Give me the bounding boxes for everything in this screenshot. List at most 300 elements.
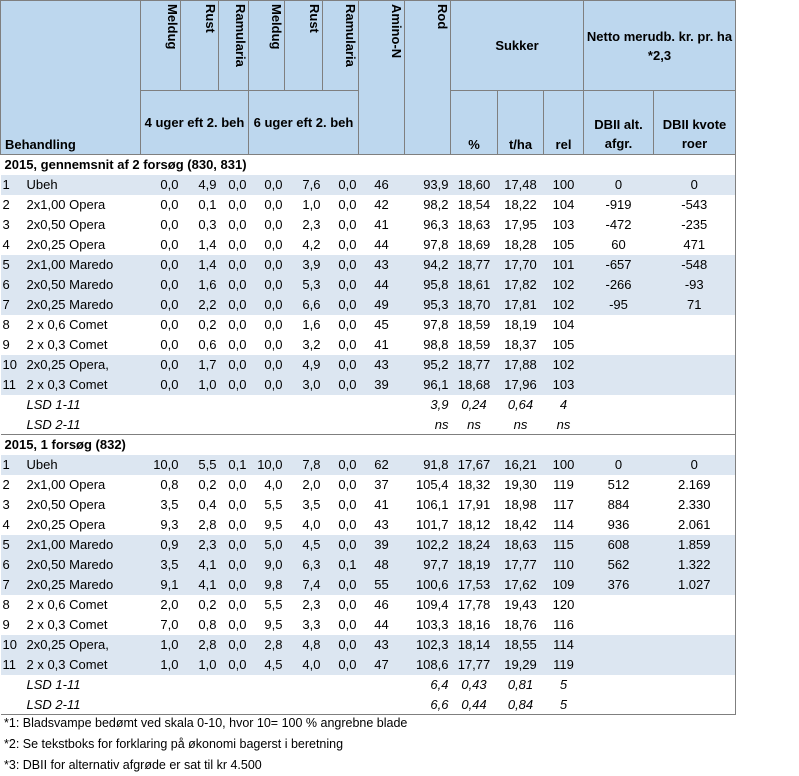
lsd-tha-cell: ns (498, 415, 544, 435)
header-rod: Rod (405, 1, 451, 155)
rust-4-cell: 0,3 (198, 217, 217, 232)
lsd-empty-cell (654, 415, 736, 435)
sukker-rel-cell: 119 (553, 477, 574, 492)
table-row (1, 575, 736, 595)
sukker-tha-cell: 19,43 (504, 597, 537, 612)
ramularia-4-cell: 0,0 (228, 317, 247, 332)
ramularia-4-cell: 0,1 (228, 457, 247, 472)
rod-cell: 108,6 (415, 657, 449, 672)
amino-n-cell: 48 (374, 557, 389, 572)
ramularia-4-cell: 0,0 (228, 197, 247, 212)
rust-4-cell: 2,3 (198, 537, 217, 552)
ramularia-6-cell: 0,1 (338, 557, 357, 572)
dbii-kvote-cell: 2.330 (654, 495, 736, 515)
sukker-tha-cell: 17,96 (504, 377, 537, 392)
ramularia-6-cell: 0,0 (338, 337, 357, 352)
lsd-empty-cell (323, 675, 359, 695)
rust-6-cell: 7,4 (302, 577, 321, 592)
meldug-4-cell: 1,0 (160, 637, 179, 652)
header-meldug-6: Meldug (249, 1, 285, 91)
table-row (1, 235, 736, 255)
sukker-tha-cell: 18,19 (504, 317, 537, 332)
rust-6-cell: 4,2 (302, 237, 321, 252)
rod-cell: 101,7 (415, 517, 449, 532)
dbii-alt-cell: 884 (607, 497, 630, 512)
row-number: 10 (2, 637, 17, 652)
lsd-empty-cell (584, 395, 654, 415)
rust-6-cell: 7,6 (302, 177, 321, 192)
rod-cell: 98,8 (423, 337, 449, 352)
amino-n-cell: 37 (374, 477, 389, 492)
meldug-6-cell: 0,0 (264, 177, 283, 192)
header-behandling: Behandling (1, 1, 141, 155)
rust-6-cell: 6,3 (302, 557, 321, 572)
rust-6-cell: 3,0 (302, 377, 321, 392)
rust-4-cell: 2,8 (198, 517, 217, 532)
row-number: 4 (2, 517, 10, 532)
amino-n-cell: 47 (374, 657, 389, 672)
header-dbii-kvote: DBII kvote roer (654, 91, 736, 155)
rust-6-cell: 6,6 (302, 297, 321, 312)
sukker-tha-cell: 18,98 (504, 497, 537, 512)
lsd-empty-cell (323, 395, 359, 415)
row-number: 6 (2, 557, 10, 572)
meldug-6-cell: 0,0 (264, 277, 283, 292)
sukker-tha-cell: 18,22 (504, 197, 537, 212)
meldug-6-cell: 9,5 (264, 617, 283, 632)
rod-cell: 97,7 (423, 557, 449, 572)
sukker-pct-cell: 18,16 (457, 617, 491, 632)
sukker-tha-cell: 17,81 (504, 297, 537, 312)
footnote: *2: Se tekstboks for forklaring på økonomi bagerst i beretning (4, 737, 344, 751)
ramularia-4-cell: 0,0 (228, 617, 247, 632)
meldug-6-cell: 5,0 (264, 537, 283, 552)
sukker-pct-cell: 18,77 (457, 357, 491, 372)
amino-n-cell: 39 (374, 377, 389, 392)
sukker-pct-cell: 18,12 (457, 517, 491, 532)
rust-4-cell: 4,1 (198, 577, 217, 592)
ramularia-6-cell: 0,0 (338, 177, 357, 192)
sukker-rel-cell: 105 (552, 337, 575, 352)
sukker-pct-cell: 18,68 (457, 377, 491, 392)
row-behandling: 2 x 0,6 Comet (26, 317, 108, 332)
ramularia-6-cell: 0,0 (338, 377, 357, 392)
ramularia-4-cell: 0,0 (228, 657, 247, 672)
dbii-kvote-cell: 1.859 (654, 535, 736, 555)
ramularia-6-cell: 0,0 (338, 597, 357, 612)
meldug-6-cell: 0,0 (264, 337, 283, 352)
lsd-row (1, 415, 736, 435)
row-number: 8 (2, 597, 10, 612)
meldug-6-cell: 5,5 (264, 497, 283, 512)
header-sukker: Sukker (451, 1, 584, 91)
rod-cell: 98,2 (423, 197, 449, 212)
meldug-4-cell: 1,0 (160, 657, 179, 672)
rust-4-cell: 5,5 (198, 457, 217, 472)
rust-6-cell: 2,3 (302, 217, 321, 232)
table-row (1, 655, 736, 675)
sukker-tha-cell: 17,88 (504, 357, 537, 372)
rod-cell: 97,8 (423, 237, 449, 252)
meldug-6-cell: 9,5 (264, 517, 283, 532)
sukker-pct-cell: 18,19 (457, 557, 491, 572)
sukker-rel-cell: 102 (552, 297, 575, 312)
rod-cell: 93,9 (423, 177, 449, 192)
sukker-rel-cell: 101 (552, 257, 575, 272)
table-row (1, 495, 736, 515)
dbii-kvote-cell (654, 655, 736, 675)
sukker-pct-cell: 18,70 (457, 297, 491, 312)
dbii-alt-cell: 0 (614, 177, 623, 192)
sukker-tha-cell: 18,76 (504, 617, 537, 632)
lsd-rel-cell: 5 (559, 677, 568, 692)
rod-cell: 96,3 (423, 217, 449, 232)
ramularia-4-cell: 0,0 (228, 337, 247, 352)
lsd-rod-cell: 6,4 (430, 677, 449, 692)
table-row (1, 355, 736, 375)
ramularia-6-cell: 0,0 (338, 457, 357, 472)
sukker-pct-cell: 18,14 (457, 637, 491, 652)
rust-6-cell: 3,5 (302, 497, 321, 512)
meldug-4-cell: 3,5 (160, 497, 179, 512)
sukker-tha-cell: 17,62 (504, 577, 537, 592)
row-behandling: Ubeh (26, 177, 58, 192)
meldug-6-cell: 9,0 (264, 557, 283, 572)
rust-4-cell: 4,9 (198, 177, 217, 192)
meldug-4-cell: 0,0 (160, 297, 179, 312)
meldug-6-cell: 9,8 (264, 577, 283, 592)
meldug-6-cell: 4,0 (264, 477, 283, 492)
sukker-rel-cell: 102 (552, 277, 575, 292)
ramularia-4-cell: 0,0 (228, 557, 247, 572)
lsd-empty-cell (359, 695, 405, 715)
amino-n-cell: 41 (374, 337, 389, 352)
sukker-tha-cell: 18,28 (504, 237, 537, 252)
dbii-alt-cell: -95 (609, 297, 628, 312)
amino-n-cell: 43 (374, 517, 389, 532)
sukker-rel-cell: 104 (552, 317, 575, 332)
dbii-kvote-cell (654, 615, 736, 635)
footnote: *3: DBII for alternativ afgrøde er sat til kr 4.500 (4, 758, 262, 772)
section-title-row (1, 155, 736, 175)
row-number: 3 (2, 497, 10, 512)
table-row (1, 515, 736, 535)
sukker-rel-cell: 115 (553, 537, 574, 552)
lsd-label: LSD 2-11 (21, 415, 141, 435)
lsd-pct-cell: 0,44 (451, 695, 498, 715)
meldug-4-cell: 0,0 (160, 317, 179, 332)
row-number: 8 (2, 317, 10, 332)
lsd-rod-cell: 6,6 (405, 695, 451, 715)
row-number: 3 (2, 217, 10, 232)
header-pct: % (451, 91, 498, 155)
meldug-6-cell: 0,0 (264, 297, 283, 312)
rust-4-cell: 0,1 (198, 197, 217, 212)
dbii-alt-cell: 376 (607, 577, 630, 592)
table-row (1, 195, 736, 215)
sukker-tha-cell: 18,37 (504, 337, 537, 352)
row-behandling: 2x0,25 Maredo (26, 577, 114, 592)
section-title: 2015, gennemsnit af 2 forsøg (830, 831) (1, 155, 736, 175)
table-row (1, 635, 736, 655)
dbii-kvote-cell (654, 595, 736, 615)
lsd-empty-cell (285, 675, 323, 695)
lsd-empty-cell (285, 415, 323, 435)
lsd-empty-cell (584, 415, 654, 435)
lsd-spacer (1, 395, 21, 415)
sukker-pct-cell: 18,60 (457, 177, 491, 192)
sukker-pct-cell: 18,59 (457, 337, 491, 352)
lsd-empty-cell (323, 415, 359, 435)
lsd-empty-cell (359, 675, 405, 695)
sukker-pct-cell: 18,77 (457, 257, 491, 272)
lsd-empty-cell (141, 695, 181, 715)
sukker-rel-cell: 100 (552, 457, 575, 472)
lsd-pct-cell: ns (451, 415, 498, 435)
rust-4-cell: 1,4 (198, 237, 217, 252)
row-number: 2 (2, 477, 10, 492)
row-behandling: 2x0,50 Maredo (26, 557, 114, 572)
meldug-4-cell: 2,0 (160, 597, 179, 612)
ramularia-4-cell: 0,0 (228, 237, 247, 252)
ramularia-6-cell: 0,0 (338, 497, 357, 512)
lsd-tha-cell: 0,64 (507, 397, 534, 412)
header-group-6-uger: 6 uger eft 2. beh (249, 91, 359, 155)
lsd-rel-cell: 5 (544, 695, 584, 715)
meldug-4-cell: 7,0 (160, 617, 179, 632)
ramularia-4-cell: 0,0 (228, 277, 247, 292)
sukker-tha-cell: 17,70 (504, 257, 537, 272)
lsd-empty-cell (584, 675, 654, 695)
amino-n-cell: 41 (374, 217, 389, 232)
rod-cell: 109,4 (415, 597, 449, 612)
meldug-6-cell: 10,0 (257, 457, 283, 472)
meldug-4-cell: 0,0 (160, 277, 179, 292)
row-behandling: 2x0,25 Opera, (26, 357, 109, 372)
meldug-4-cell: 0,0 (160, 237, 179, 252)
lsd-empty-cell (181, 415, 219, 435)
table-row (1, 255, 736, 275)
row-number: 7 (2, 297, 10, 312)
dbii-alt-cell: -657 (605, 257, 632, 272)
meldug-4-cell: 0,9 (160, 537, 179, 552)
sukker-tha-cell: 18,63 (504, 537, 537, 552)
header-group-4-uger: 4 uger eft 2. beh (141, 91, 249, 155)
rust-4-cell: 1,4 (198, 257, 217, 272)
amino-n-cell: 42 (374, 197, 389, 212)
row-number: 4 (2, 237, 10, 252)
dbii-alt-cell (584, 635, 654, 655)
meldug-4-cell: 0,8 (160, 477, 179, 492)
rust-6-cell: 4,5 (302, 537, 321, 552)
row-behandling: 2x0,50 Opera (26, 497, 106, 512)
lsd-empty-cell (584, 695, 654, 715)
rod-cell: 105,4 (415, 477, 449, 492)
rust-4-cell: 1,0 (198, 377, 217, 392)
ramularia-6-cell: 0,0 (338, 237, 357, 252)
row-number: 2 (2, 197, 10, 212)
meldug-6-cell: 0,0 (264, 377, 283, 392)
amino-n-cell: 44 (374, 617, 389, 632)
dbii-kvote-cell: 471 (654, 235, 736, 255)
ramularia-6-cell: 0,0 (338, 537, 357, 552)
lsd-empty-cell (359, 395, 405, 415)
section-title-row (1, 435, 736, 455)
table-body (1, 155, 736, 715)
dbii-kvote-cell: -548 (654, 255, 736, 275)
amino-n-cell: 55 (374, 577, 389, 592)
rod-cell: 91,8 (423, 457, 449, 472)
header-meldug-4: Meldug (141, 1, 181, 91)
dbii-alt-cell: 512 (607, 477, 630, 492)
sukker-tha-cell: 18,42 (504, 517, 537, 532)
rust-4-cell: 0,2 (198, 317, 217, 332)
dbii-alt-cell (584, 335, 654, 355)
row-behandling: 2 x 0,3 Comet (26, 337, 108, 352)
amino-n-cell: 44 (374, 237, 389, 252)
rust-6-cell: 3,3 (302, 617, 321, 632)
table-row (1, 275, 736, 295)
rod-cell: 95,3 (423, 297, 449, 312)
amino-n-cell: 41 (374, 497, 389, 512)
row-behandling: 2x0,25 Opera, (26, 637, 109, 652)
lsd-rel-cell: 4 (559, 397, 568, 412)
row-number: 11 (2, 377, 16, 392)
table-row (1, 315, 736, 335)
meldug-4-cell: 10,0 (153, 457, 179, 472)
lsd-empty-cell (249, 395, 285, 415)
sukker-rel-cell: 104 (552, 197, 575, 212)
sukker-pct-cell: 18,69 (457, 237, 491, 252)
sukker-rel-cell: 114 (553, 517, 574, 532)
meldug-4-cell: 3,5 (160, 557, 179, 572)
lsd-empty-cell (141, 415, 181, 435)
rust-4-cell: 0,2 (198, 477, 217, 492)
rust-6-cell: 4,0 (302, 657, 321, 672)
rod-cell: 106,1 (415, 497, 449, 512)
rust-4-cell: 1,0 (198, 657, 217, 672)
row-behandling: 2x0,50 Maredo (26, 277, 114, 292)
row-number: 1 (2, 457, 10, 472)
amino-n-cell: 46 (374, 597, 389, 612)
ramularia-6-cell: 0,0 (338, 217, 357, 232)
rust-6-cell: 7,8 (302, 457, 321, 472)
lsd-spacer (1, 675, 21, 695)
sukker-tha-cell: 17,82 (504, 277, 537, 292)
meldug-4-cell: 9,3 (160, 517, 179, 532)
rod-cell: 100,6 (415, 577, 449, 592)
header-rust-6: Rust (285, 1, 323, 91)
table-row (1, 215, 736, 235)
meldug-6-cell: 0,0 (264, 237, 283, 252)
footnote: *1: Bladsvampe bedømt ved skala 0-10, hvor 10= 100 % angrebne blade (4, 716, 408, 730)
dbii-alt-cell: -919 (605, 197, 632, 212)
row-behandling: 2x0,25 Maredo (26, 297, 114, 312)
ramularia-6-cell: 0,0 (338, 257, 357, 272)
header-amino-n: Amino-N (359, 1, 405, 155)
sukker-rel-cell: 117 (553, 497, 574, 512)
rust-4-cell: 4,1 (198, 557, 217, 572)
sukker-tha-cell: 17,77 (504, 557, 537, 572)
ramularia-6-cell: 0,0 (338, 617, 357, 632)
ramularia-6-cell: 0,0 (338, 577, 357, 592)
header-ramularia-4: Ramularia (219, 1, 249, 91)
lsd-rel-cell: ns (544, 415, 584, 435)
ramularia-4-cell: 0,0 (228, 297, 247, 312)
row-behandling: 2 x 0,3 Comet (26, 657, 108, 672)
ramularia-6-cell: 0,0 (338, 297, 357, 312)
sukker-rel-cell: 103 (552, 217, 575, 232)
row-behandling: 2x0,50 Opera (26, 217, 106, 232)
sukker-tha-cell: 19,29 (504, 657, 537, 672)
row-behandling: 2 x 0,3 Comet (26, 617, 108, 632)
rust-6-cell: 2,3 (302, 597, 321, 612)
sukker-tha-cell: 17,95 (504, 217, 537, 232)
dbii-alt-cell (584, 655, 654, 675)
lsd-empty-cell (181, 395, 219, 415)
lsd-empty-cell (219, 415, 249, 435)
row-number: 10 (2, 357, 17, 372)
rust-4-cell: 2,8 (198, 637, 217, 652)
row-behandling: 2x1,00 Maredo (26, 537, 114, 552)
dbii-kvote-cell: 2.061 (654, 515, 736, 535)
sukker-pct-cell: 17,78 (457, 597, 491, 612)
meldug-6-cell: 0,0 (264, 357, 283, 372)
dbii-kvote-cell (654, 335, 736, 355)
row-behandling: 2x1,00 Opera (26, 477, 106, 492)
lsd-tha-cell: 0,81 (507, 677, 534, 692)
amino-n-cell: 62 (374, 457, 389, 472)
dbii-alt-cell (584, 355, 654, 375)
dbii-alt-cell: 0 (614, 457, 623, 472)
rust-4-cell: 1,7 (198, 357, 217, 372)
table-row (1, 615, 736, 635)
lsd-empty-cell (249, 415, 285, 435)
ramularia-4-cell: 0,0 (228, 177, 247, 192)
dbii-kvote-cell: -543 (654, 195, 736, 215)
meldug-6-cell: 2,8 (264, 637, 283, 652)
lsd-empty-cell (654, 395, 736, 415)
table-row (1, 595, 736, 615)
table-row (1, 375, 736, 395)
lsd-rod-cell: 3,9 (430, 397, 449, 412)
dbii-alt-cell: 936 (607, 517, 630, 532)
lsd-empty-cell (249, 675, 285, 695)
row-number: 7 (2, 577, 10, 592)
dbii-kvote-cell (654, 375, 736, 395)
rust-4-cell: 0,2 (198, 597, 217, 612)
rod-cell: 103,3 (415, 617, 449, 632)
meldug-6-cell: 0,0 (264, 217, 283, 232)
header-rust-4: Rust (181, 1, 219, 91)
ramularia-4-cell: 0,0 (228, 597, 247, 612)
ramularia-6-cell: 0,0 (338, 277, 357, 292)
row-number: 9 (2, 617, 10, 632)
row-number: 6 (2, 277, 10, 292)
lsd-empty-cell (285, 695, 323, 715)
sukker-pct-cell: 17,67 (457, 457, 491, 472)
row-behandling: 2x1,00 Opera (26, 197, 106, 212)
table-header (1, 1, 736, 155)
dbii-alt-cell: 608 (607, 537, 630, 552)
row-behandling: 2x0,25 Opera (26, 517, 106, 532)
sukker-rel-cell: 100 (552, 177, 575, 192)
sukker-rel-cell: 105 (552, 237, 575, 252)
rust-6-cell: 4,9 (302, 357, 321, 372)
dbii-kvote-cell: -93 (654, 275, 736, 295)
table-row (1, 175, 736, 195)
dbii-kvote-cell: 0 (654, 175, 736, 195)
